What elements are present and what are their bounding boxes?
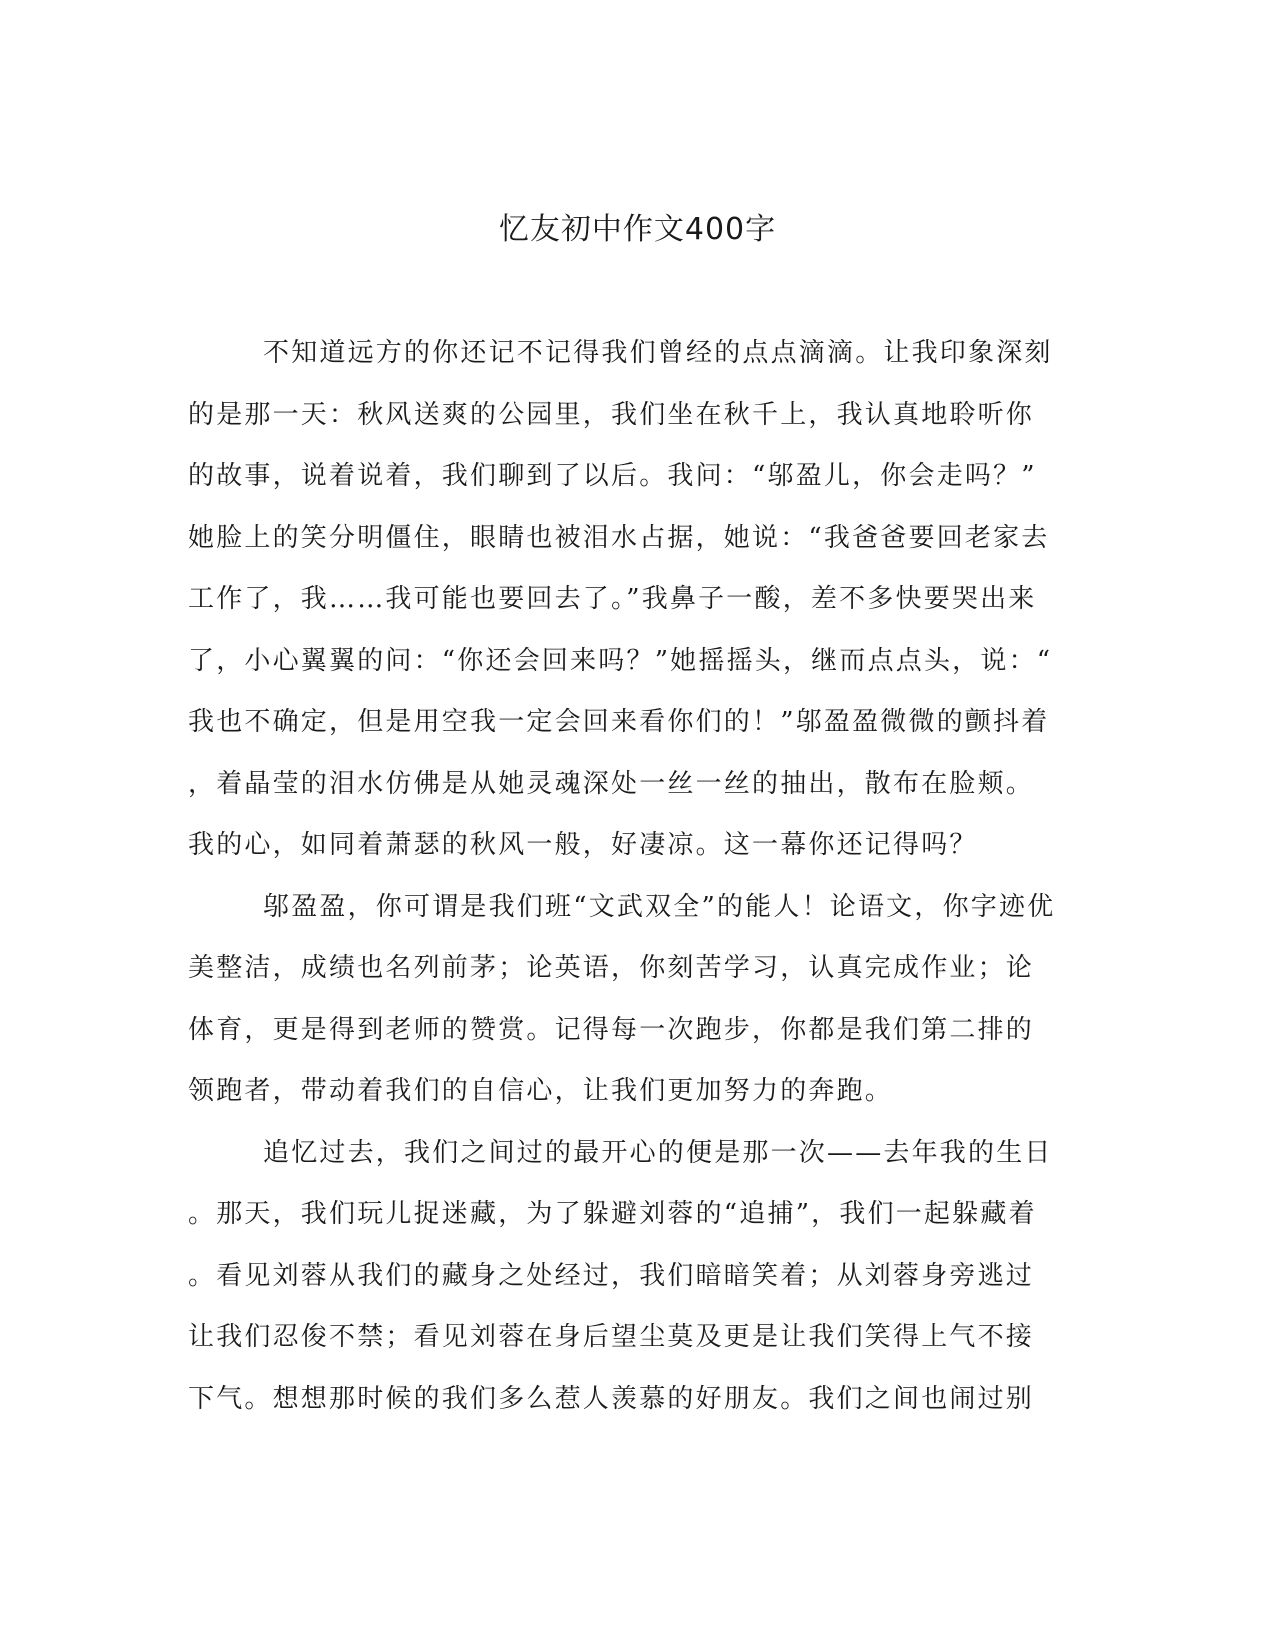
paragraph-1-line-5: 工作了，我……我可能也要回去了。”我鼻子一酸，差不多快要哭出来 <box>188 584 1037 614</box>
paragraph-1-line-3: 的故事，说着说着，我们聊到了以后。我问：“邬盈儿，你会走吗？” <box>188 461 1037 491</box>
paragraph-3-line-3: 。看见刘蓉从我们的藏身之处经过，我们暗暗笑着；从刘蓉身旁逃过 <box>188 1260 1035 1291</box>
paragraph-1-line-8: ，着晶莹的泪水仿佛是从她灵魂深处一丝一丝的抽出，散布在脸颊。 <box>188 768 1035 799</box>
paragraph-3-line-5: 下气。想想那时候的我们多么惹人羡慕的好朋友。我们之间也闹过别 <box>188 1383 1035 1414</box>
paragraph-1-line-4: 她脸上的笑分明僵住，眼睛也被泪水占据，她说：“我爸爸要回老家去 <box>188 522 1050 553</box>
paragraph-2-line-1: 邬盈盈，你可谓是我们班“文武双全”的能人！论语文，你字迹优 <box>263 891 1056 922</box>
paragraph-1-line-7: 我也不确定，但是用空我一定会回来看你们的！”邬盈盈微微的颤抖着 <box>188 707 1050 737</box>
paragraph-1-line-2: 的是那一天：秋风送爽的公园里，我们坐在秋千上，我认真地聆听你 <box>188 399 1035 430</box>
paragraph-2-line-2: 美整洁，成绩也名列前茅；论英语，你刻苦学习，认真完成作业；论 <box>188 953 1035 983</box>
paragraph-1-line-1: 不知道远方的你还记不记得我们曾经的点点滴滴。让我印象深刻 <box>263 338 1053 368</box>
document-body <box>188 323 1068 1430</box>
paragraph-2-line-3: 体育，更是得到老师的赞赏。记得每一次跑步，你都是我们第二排的 <box>188 1014 1035 1045</box>
paragraph-3-line-2: 。那天，我们玩儿捉迷藏，为了躲避刘蓉的“追捕”，我们一起躲藏着 <box>188 1199 1037 1229</box>
paragraph-3-line-1: 追忆过去，我们之间过的最开心的便是那一次——去年我的生日 <box>263 1137 1053 1168</box>
paragraph-1-line-9: 我的心，如同着萧瑟的秋风一般，好凄凉。这一幕你还记得吗？ <box>188 830 978 860</box>
paragraph-3-line-4: 让我们忍俊不禁；看见刘蓉在身后望尘莫及更是让我们笑得上气不接 <box>188 1322 1035 1352</box>
paragraph-1-line-6: 了，小心翼翼的问：“你还会回来吗？”她摇摇头，继而点点头，说：“ <box>188 645 1053 676</box>
paragraph-2-line-4: 领跑者，带动着我们的自信心，让我们更加努力的奔跑。 <box>188 1076 894 1106</box>
document-title: 忆友初中作文400字 <box>498 212 777 247</box>
